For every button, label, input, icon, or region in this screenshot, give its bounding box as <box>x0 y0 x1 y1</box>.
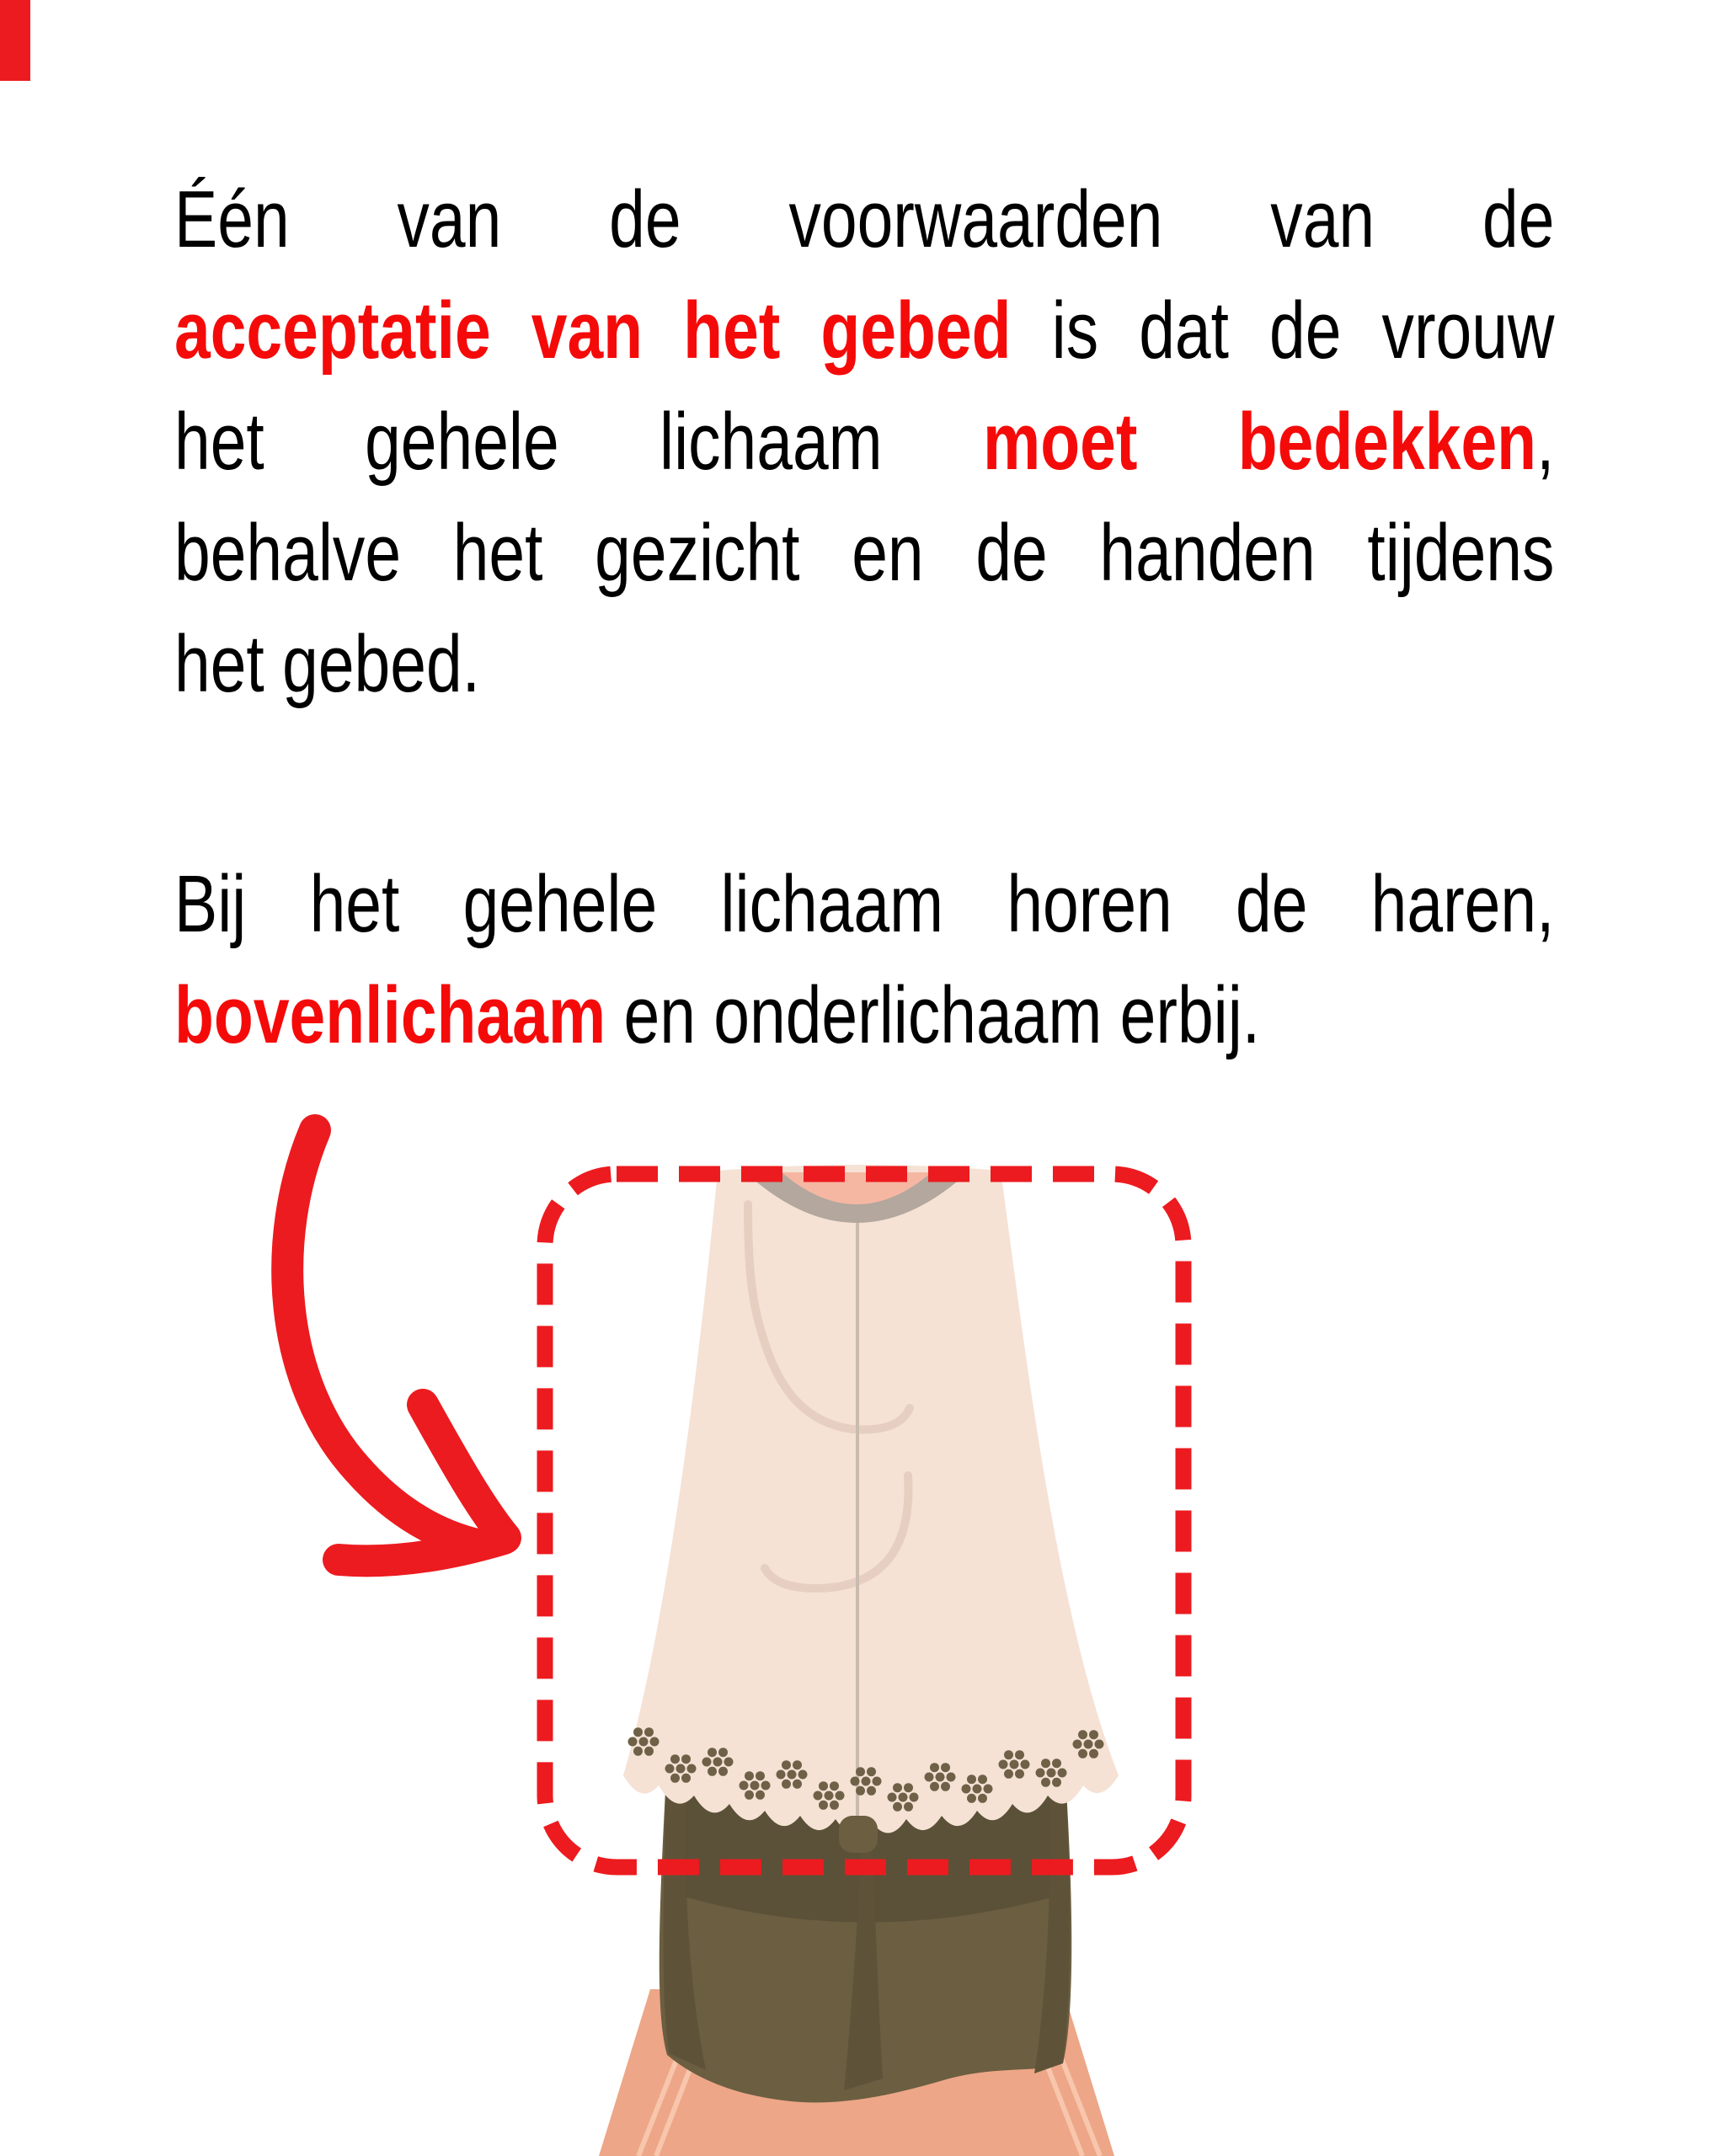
text-segment-emphasis: moet bedekken <box>982 397 1537 487</box>
tunic-crease <box>748 1204 910 1430</box>
text-segment: is dat de vrouw <box>1011 286 1555 376</box>
neckline <box>745 1172 968 1223</box>
text-line <box>174 849 1554 960</box>
tunic-crease <box>765 1476 908 1588</box>
text-segment: het gehele lichaam <box>174 397 983 487</box>
text-line <box>174 275 1554 387</box>
paragraph-1 <box>174 164 1554 720</box>
text-line <box>174 387 1554 498</box>
text-segment: het gebed. <box>174 619 480 709</box>
skirt-pleat <box>664 1794 707 2070</box>
skirt-pleat <box>844 1811 883 2090</box>
collar-shadow <box>745 1172 968 1223</box>
text-segment-emphasis: acceptatie van het gebed <box>174 286 1012 376</box>
text-line <box>174 609 1554 720</box>
skirt-pleat <box>1034 1792 1070 2073</box>
text-line <box>174 164 1554 275</box>
skirt-waist-band <box>665 1790 1068 1923</box>
prayer-mat <box>599 1989 1114 2156</box>
text-segment: , <box>1536 397 1555 487</box>
text-segment: behalve het gezicht en de handen tijdens <box>174 508 1555 598</box>
lace-flowers <box>628 1727 1104 1812</box>
paragraph-2 <box>174 849 1554 1071</box>
text-segment-emphasis: bovenlichaam <box>174 970 606 1060</box>
text-segment: en onderlichaam erbij. <box>606 970 1261 1060</box>
text-segment: Één van de voorwaarden van de <box>174 174 1555 264</box>
red-curved-arrow-icon <box>287 1130 505 1561</box>
pendant-button <box>839 1816 878 1853</box>
dashed-highlight-box <box>545 1174 1183 1867</box>
neck-skin <box>782 1172 932 1204</box>
text-line <box>174 498 1554 609</box>
red-edge-tab <box>0 0 30 81</box>
skirt <box>660 1790 1072 2103</box>
tunic <box>623 1165 1119 1833</box>
text-segment: Bij het gehele lichaam horen de haren, <box>174 859 1555 949</box>
text-line <box>174 960 1554 1071</box>
